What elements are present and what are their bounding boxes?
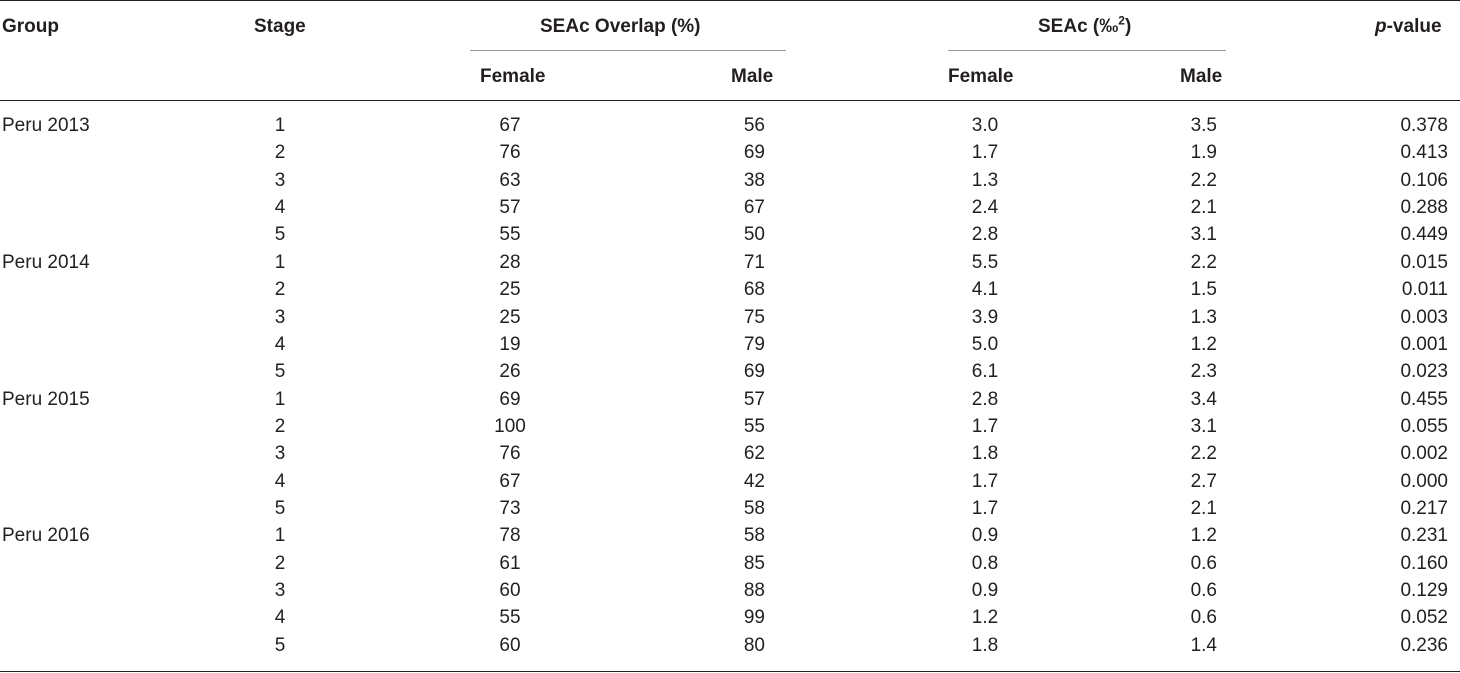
row-p-value-cell: 0.378 bbox=[1400, 115, 1448, 136]
row-stage-cell: 5 bbox=[274, 634, 286, 656]
row-seac-male-cell: 1.5 bbox=[1190, 279, 1217, 301]
row-seac-male-cell: 1.4 bbox=[1190, 634, 1217, 656]
row-overlap-female-cell: 100 bbox=[494, 415, 526, 437]
overlap-spanner-rule bbox=[470, 50, 786, 51]
header-seac-male: Male bbox=[1180, 66, 1223, 87]
row-seac-female-cell: 1.7 bbox=[971, 142, 999, 164]
row-stage-cell: 3 bbox=[274, 443, 286, 465]
row-seac-male-cell: 3.1 bbox=[1190, 224, 1217, 246]
row-overlap-female-cell: 69 bbox=[499, 388, 521, 410]
header-seac-close: ) bbox=[1124, 16, 1132, 37]
row-overlap-male-cell: 69 bbox=[743, 142, 765, 164]
row-stage-cell: 2 bbox=[274, 142, 286, 164]
row-seac-male-cell: 0.6 bbox=[1190, 607, 1217, 629]
row-stage-cell: 4 bbox=[274, 197, 286, 219]
header-seac-female: Female bbox=[948, 66, 1014, 87]
row-overlap-male-cell: 58 bbox=[743, 497, 765, 519]
row-seac-female-cell: 4.1 bbox=[971, 279, 999, 301]
row-overlap-male-cell: 69 bbox=[743, 361, 765, 383]
row-overlap-male-cell: 58 bbox=[743, 525, 765, 547]
row-overlap-male-cell: 75 bbox=[743, 306, 765, 328]
row-p-value-cell: 0.288 bbox=[1400, 197, 1448, 219]
row-overlap-female-cell: 19 bbox=[499, 333, 521, 355]
row-seac-male-cell: 2.1 bbox=[1190, 497, 1217, 519]
row-stage-cell: 1 bbox=[274, 115, 286, 136]
row-overlap-female-cell: 55 bbox=[499, 224, 521, 246]
row-p-value-cell: 0.001 bbox=[1400, 333, 1448, 355]
row-group-cell: Peru 2014 bbox=[2, 251, 90, 273]
row-seac-female-cell: 0.8 bbox=[971, 552, 999, 574]
row-overlap-male-cell: 55 bbox=[743, 415, 765, 437]
row-p-value-cell: 0.160 bbox=[1400, 552, 1448, 574]
row-p-value-cell: 0.011 bbox=[1401, 279, 1448, 301]
row-overlap-female-cell: 55 bbox=[499, 607, 521, 629]
row-seac-male-cell: 2.1 bbox=[1190, 197, 1217, 219]
row-seac-female-cell: 3.0 bbox=[971, 115, 999, 136]
row-overlap-male-cell: 56 bbox=[743, 115, 765, 136]
row-overlap-female-cell: 28 bbox=[499, 251, 521, 273]
row-p-value-cell: 0.455 bbox=[1400, 388, 1448, 410]
row-overlap-female-cell: 60 bbox=[499, 634, 521, 656]
row-seac-female-cell: 1.3 bbox=[971, 169, 999, 191]
row-seac-male-cell: 1.3 bbox=[1190, 306, 1217, 328]
row-p-value-cell: 0.002 bbox=[1400, 443, 1448, 465]
row-seac-male-cell: 1.2 bbox=[1190, 525, 1217, 547]
row-p-value-cell: 0.217 bbox=[1400, 497, 1448, 519]
row-p-value-cell: 0.106 bbox=[1400, 169, 1448, 191]
row-stage-cell: 1 bbox=[274, 251, 286, 273]
row-stage-cell: 2 bbox=[274, 552, 286, 574]
header-seac-superscript: 2 bbox=[1118, 13, 1125, 28]
row-stage-cell: 4 bbox=[274, 333, 286, 355]
row-stage-cell: 3 bbox=[274, 169, 286, 191]
row-overlap-male-cell: 38 bbox=[743, 169, 765, 191]
row-overlap-female-cell: 60 bbox=[499, 580, 521, 601]
row-stage-cell: 4 bbox=[274, 607, 286, 629]
row-seac-female-cell: 1.8 bbox=[971, 634, 999, 656]
header-seac bbox=[1038, 13, 1132, 38]
row-seac-male-cell: 1.9 bbox=[1190, 142, 1217, 164]
row-overlap-male-cell: 68 bbox=[743, 279, 765, 301]
row-seac-female-cell: 0.9 bbox=[971, 580, 999, 601]
row-group-cell: Peru 2015 bbox=[2, 388, 90, 410]
row-overlap-male-cell: 57 bbox=[743, 388, 765, 410]
row-overlap-male-cell: 79 bbox=[743, 333, 765, 355]
header-overlap-female: Female bbox=[480, 66, 546, 87]
row-overlap-male-cell: 85 bbox=[743, 552, 765, 574]
row-overlap-female-cell: 76 bbox=[499, 142, 521, 164]
row-stage-cell: 5 bbox=[274, 497, 286, 519]
row-stage-cell: 2 bbox=[274, 279, 286, 301]
row-stage-cell: 2 bbox=[274, 415, 286, 437]
row-p-value-cell: 0.015 bbox=[1400, 251, 1448, 273]
row-p-value-cell: 0.231 bbox=[1400, 525, 1448, 547]
row-seac-female-cell: 2.4 bbox=[971, 197, 999, 219]
row-p-value-cell: 0.003 bbox=[1400, 306, 1448, 328]
row-seac-female-cell: 1.8 bbox=[971, 443, 999, 465]
row-seac-male-cell: 2.3 bbox=[1190, 361, 1217, 383]
row-overlap-female-cell: 76 bbox=[499, 443, 521, 465]
row-stage-cell: 3 bbox=[274, 580, 286, 601]
row-overlap-male-cell: 67 bbox=[743, 197, 765, 219]
row-seac-female-cell: 5.0 bbox=[971, 333, 999, 355]
row-group-cell: Peru 2013 bbox=[2, 115, 90, 136]
header-p-italic: p bbox=[1375, 16, 1387, 37]
row-seac-female-cell: 1.7 bbox=[971, 497, 999, 519]
row-group-cell: Peru 2016 bbox=[2, 525, 90, 547]
row-p-value-cell: 0.449 bbox=[1400, 224, 1448, 246]
row-stage-cell: 1 bbox=[274, 388, 286, 410]
row-p-value-cell: 0.055 bbox=[1400, 415, 1448, 437]
row-stage-cell: 4 bbox=[274, 470, 286, 492]
row-p-value-cell: 0.413 bbox=[1400, 142, 1448, 164]
row-overlap-female-cell: 67 bbox=[499, 115, 521, 136]
row-seac-female-cell: 1.7 bbox=[971, 470, 999, 492]
row-seac-male-cell: 3.1 bbox=[1190, 415, 1217, 437]
row-stage-cell: 5 bbox=[274, 361, 286, 383]
row-overlap-male-cell: 80 bbox=[743, 634, 765, 656]
header-overlap-male: Male bbox=[731, 66, 774, 87]
row-p-value-cell: 0.236 bbox=[1400, 634, 1448, 656]
row-overlap-female-cell: 67 bbox=[499, 470, 521, 492]
row-seac-female-cell: 1.2 bbox=[971, 607, 999, 629]
row-overlap-male-cell: 71 bbox=[743, 251, 765, 273]
row-overlap-male-cell: 50 bbox=[743, 224, 765, 246]
header-seac-text: SEAc (‰ bbox=[1038, 16, 1119, 37]
row-seac-male-cell: 0.6 bbox=[1190, 580, 1217, 601]
row-seac-male-cell: 2.2 bbox=[1190, 251, 1217, 273]
row-overlap-female-cell: 25 bbox=[499, 279, 521, 301]
row-overlap-male-cell: 99 bbox=[743, 607, 765, 629]
row-seac-female-cell: 1.7 bbox=[971, 415, 999, 437]
row-seac-female-cell: 2.8 bbox=[971, 388, 999, 410]
row-seac-male-cell: 2.2 bbox=[1190, 443, 1217, 465]
row-seac-female-cell: 6.1 bbox=[971, 361, 999, 383]
row-seac-female-cell: 5.5 bbox=[971, 251, 999, 273]
row-stage-cell: 1 bbox=[274, 525, 286, 547]
header-bottom-rule bbox=[0, 100, 1460, 101]
row-seac-male-cell: 3.5 bbox=[1190, 115, 1217, 136]
row-seac-female-cell: 3.9 bbox=[971, 306, 999, 328]
row-overlap-male-cell: 42 bbox=[743, 470, 765, 492]
row-p-value-cell: 0.052 bbox=[1400, 607, 1448, 629]
row-seac-female-cell: 2.8 bbox=[971, 224, 999, 246]
seac-spanner-rule bbox=[948, 50, 1226, 51]
row-seac-female-cell: 0.9 bbox=[971, 525, 999, 547]
row-seac-male-cell: 1.2 bbox=[1190, 333, 1217, 355]
row-stage-cell: 3 bbox=[274, 306, 286, 328]
header-stage: Stage bbox=[254, 16, 306, 37]
row-seac-male-cell: 0.6 bbox=[1190, 552, 1217, 574]
header-p-value bbox=[1375, 16, 1442, 38]
header-group: Group bbox=[2, 16, 59, 37]
header-p-rest: -value bbox=[1386, 16, 1442, 37]
row-seac-male-cell: 2.2 bbox=[1190, 169, 1217, 191]
row-p-value-cell: 0.000 bbox=[1400, 470, 1448, 492]
row-seac-male-cell: 3.4 bbox=[1190, 388, 1217, 410]
row-p-value-cell: 0.129 bbox=[1400, 580, 1448, 601]
row-stage-cell: 5 bbox=[274, 224, 286, 246]
header-seac-overlap: SEAc Overlap (%) bbox=[540, 16, 701, 37]
row-overlap-female-cell: 25 bbox=[499, 306, 521, 328]
row-overlap-female-cell: 61 bbox=[499, 552, 521, 574]
row-p-value-cell: 0.023 bbox=[1400, 361, 1448, 383]
table-top-rule bbox=[0, 0, 1460, 1]
row-seac-male-cell: 2.7 bbox=[1190, 470, 1217, 492]
row-overlap-male-cell: 88 bbox=[743, 580, 765, 601]
row-overlap-female-cell: 73 bbox=[499, 497, 521, 519]
row-overlap-female-cell: 26 bbox=[499, 361, 521, 383]
row-overlap-male-cell: 62 bbox=[743, 443, 765, 465]
row-overlap-female-cell: 57 bbox=[499, 197, 521, 219]
row-overlap-female-cell: 78 bbox=[499, 525, 521, 547]
row-overlap-female-cell: 63 bbox=[499, 169, 521, 191]
table-bottom-rule bbox=[0, 671, 1460, 672]
